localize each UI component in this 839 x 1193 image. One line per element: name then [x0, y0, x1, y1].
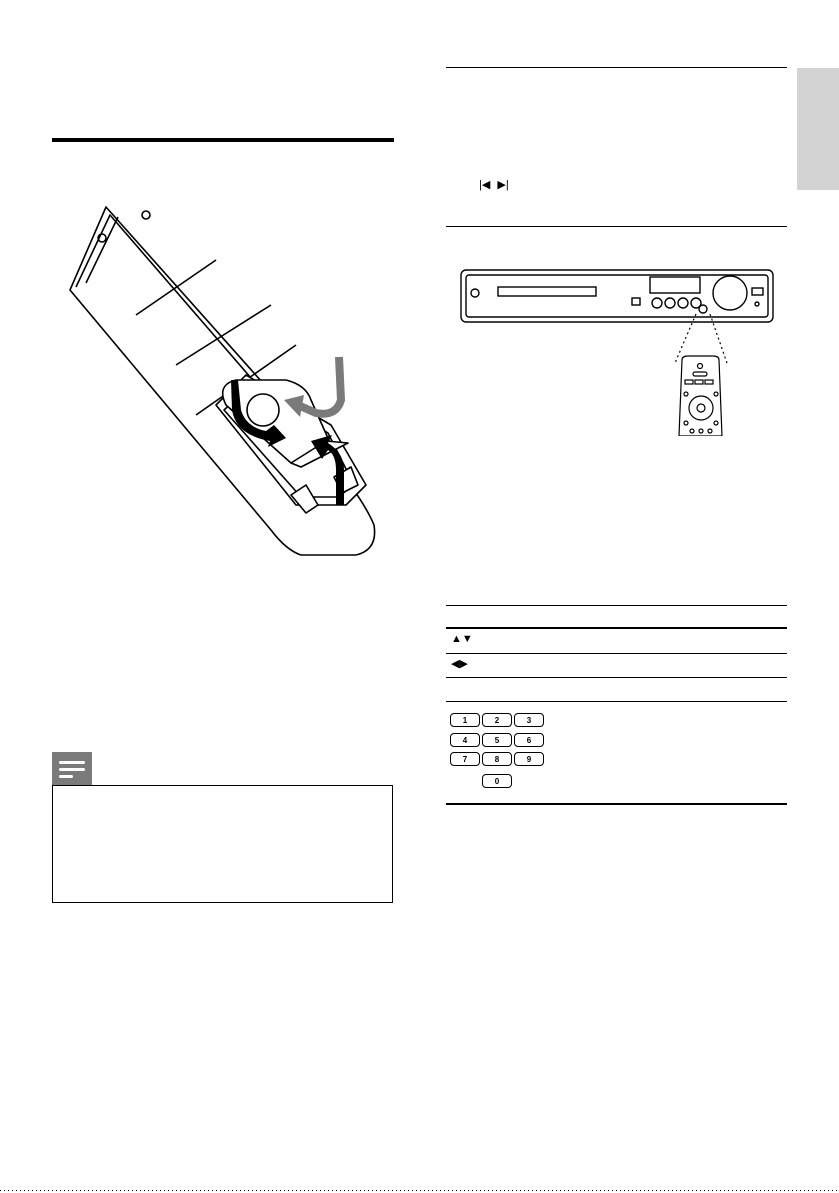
numpad-key-4: 4 [450, 733, 480, 747]
key-table-row-rule [446, 653, 787, 654]
section-heading-rule [52, 138, 394, 142]
numpad-key-0: 0 [482, 774, 512, 788]
numpad-key-7: 7 [450, 752, 480, 766]
numpad-key-8: 8 [482, 752, 512, 766]
numpad-key-6: 6 [514, 733, 544, 747]
key-table-row-rule [446, 677, 787, 678]
numpad-key-5: 5 [482, 733, 512, 747]
numpad-key-3: 3 [514, 713, 544, 727]
note-icon [52, 752, 92, 786]
key-table-header-rule [446, 627, 787, 629]
numpad-key-1: 1 [450, 713, 480, 727]
note-tab [52, 752, 92, 786]
numpad-key-2: 2 [482, 713, 512, 727]
numpad-key-9: 9 [514, 752, 544, 766]
main-unit-sensor-illustration [460, 268, 780, 436]
prev-track-icon: |◀ [479, 179, 491, 191]
next-track-icon: ▶| [497, 179, 509, 191]
skip-buttons [479, 180, 509, 191]
page-bottom-dotted-rule [0, 1190, 839, 1191]
left-right-arrow-icon: ◀▶ [451, 658, 468, 670]
right-top-rule [446, 67, 787, 68]
right-mid-rule [446, 226, 787, 227]
key-table-top-rule [446, 605, 787, 606]
remote-battery-illustration [66, 205, 396, 560]
key-table-row-rule [446, 701, 787, 702]
up-down-arrow-icon: ▲▼ [451, 633, 473, 645]
language-tab [797, 68, 839, 190]
note-box [52, 785, 393, 903]
key-table-bottom-rule [446, 803, 787, 805]
